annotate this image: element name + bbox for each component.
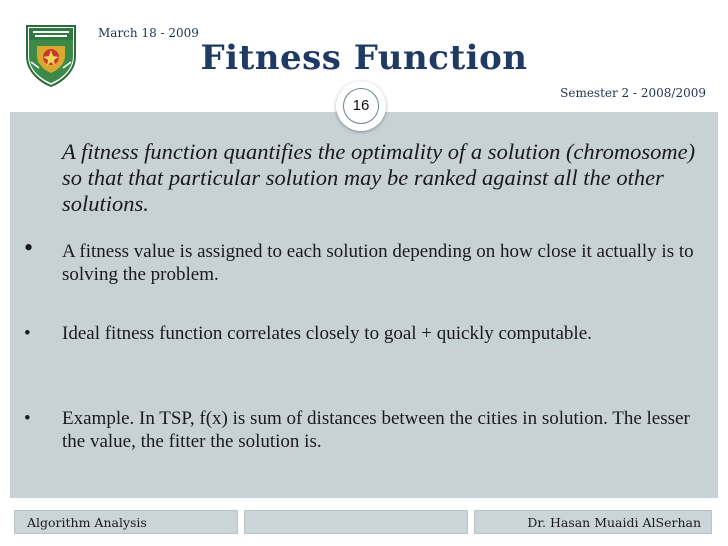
bullet-text: A fitness value is assigned to each solution depending on how close it actually is to solving the problem. xyxy=(62,241,694,285)
bullet-item xyxy=(24,407,704,453)
bullet-item xyxy=(24,233,704,286)
bullet-dot-icon: • xyxy=(24,233,34,262)
slide-title xyxy=(0,38,728,78)
bullet-dot-icon: • xyxy=(24,408,31,429)
semester-label: Semester 2 - 2008/2009 xyxy=(560,86,706,100)
intro-paragraph: A fitness function quantifies the optimality of a solution (chromosome) so that that particular solution may be ranked against all the other solutions. xyxy=(62,139,696,216)
bullet-item xyxy=(24,322,704,345)
bullet-dot-icon: • xyxy=(24,323,31,344)
footer-author-name: Dr. Hasan Muaidi AlSerhan xyxy=(527,515,701,530)
slide-number: 16 xyxy=(343,88,379,124)
slide-number-badge xyxy=(336,81,386,131)
footer-middle-box xyxy=(244,510,468,534)
bullet-text: Example. In TSP, f(x) is sum of distances between the cities in solution. The lesser the value, the fitter the solution is. xyxy=(62,408,690,452)
footer-left-box xyxy=(14,510,238,534)
slide-title-text: Fitness Function xyxy=(200,38,528,78)
footer-right-box xyxy=(474,510,712,534)
slide-date: March 18 - 2009 xyxy=(98,26,199,40)
footer-course-name: Algorithm Analysis xyxy=(27,515,147,530)
bullet-text: Ideal fitness function correlates closely to goal + quickly computable. xyxy=(62,323,592,344)
